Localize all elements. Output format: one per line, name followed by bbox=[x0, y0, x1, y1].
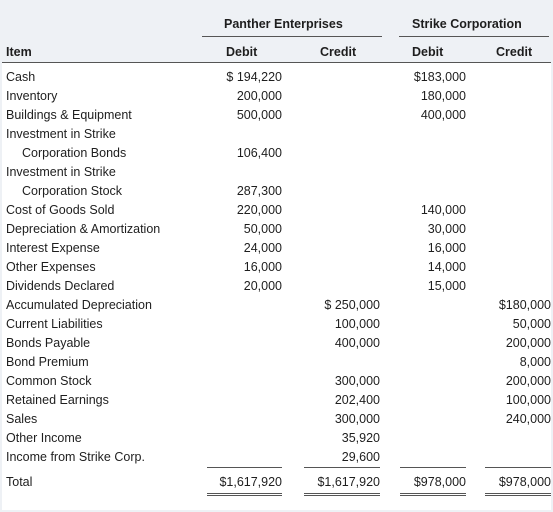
cell-panther-debit: 220,000 bbox=[236, 203, 282, 217]
cell-panther-credit: 300,000 bbox=[334, 412, 380, 426]
row-label: Other Income bbox=[6, 431, 82, 445]
total-panther-credit: $1,617,920 bbox=[317, 475, 380, 489]
row-label: Income from Strike Corp. bbox=[6, 450, 145, 464]
cell-panther-debit: 106,400 bbox=[236, 146, 282, 160]
total-label: Total bbox=[6, 475, 33, 489]
cell-panther-credit: $ 250,000 bbox=[324, 298, 380, 312]
cell-panther-debit: 200,000 bbox=[236, 89, 282, 103]
cell-panther-debit: 24,000 bbox=[243, 241, 282, 255]
cell-panther-credit: 29,600 bbox=[341, 450, 380, 464]
row-label: Common Stock bbox=[6, 374, 92, 388]
total-double-rule-strike-debit bbox=[400, 493, 466, 496]
row-label: Investment in Strike bbox=[6, 127, 116, 141]
row-label: Current Liabilities bbox=[6, 317, 103, 331]
company1-header-rule bbox=[202, 36, 382, 37]
header-bottom-rule bbox=[2, 62, 551, 63]
row-label: Interest Expense bbox=[6, 241, 100, 255]
cell-strike-debit: 140,000 bbox=[420, 203, 466, 217]
total-rule-strike-debit bbox=[400, 467, 466, 468]
total-double-rule-panther-credit bbox=[304, 493, 380, 496]
cell-strike-debit: 16,000 bbox=[427, 241, 466, 255]
cell-strike-debit: 400,000 bbox=[420, 108, 466, 122]
row-label: Investment in Strike bbox=[6, 165, 116, 179]
row-label: Cash bbox=[6, 70, 36, 84]
header-band bbox=[2, 2, 551, 62]
cell-strike-debit: 30,000 bbox=[427, 222, 466, 236]
company2-header: Strike Corporation bbox=[412, 17, 522, 31]
cell-strike-credit: 100,000 bbox=[505, 393, 551, 407]
cell-panther-debit: $ 194,220 bbox=[226, 70, 282, 84]
cell-strike-credit: 200,000 bbox=[505, 374, 551, 388]
cell-panther-credit: 202,400 bbox=[334, 393, 380, 407]
row-label-continued: Corporation Stock bbox=[22, 184, 123, 198]
row-label: Bond Premium bbox=[6, 355, 89, 369]
row-label: Bonds Payable bbox=[6, 336, 91, 350]
panther-credit-header: Credit bbox=[320, 45, 357, 59]
row-label: Inventory bbox=[6, 89, 58, 103]
row-label: Buildings & Equipment bbox=[6, 108, 132, 122]
cell-strike-credit: 8,000 bbox=[519, 355, 551, 369]
cell-panther-credit: 400,000 bbox=[334, 336, 380, 350]
cell-panther-debit: 50,000 bbox=[243, 222, 282, 236]
total-double-rule-strike-credit bbox=[485, 493, 551, 496]
strike-credit-header: Credit bbox=[496, 45, 533, 59]
cell-panther-debit: 500,000 bbox=[236, 108, 282, 122]
total-strike-credit: $978,000 bbox=[498, 475, 551, 489]
total-rule-panther-credit bbox=[304, 467, 380, 468]
total-double-rule-panther-debit bbox=[207, 493, 282, 496]
cell-panther-credit: 35,920 bbox=[341, 431, 380, 445]
cell-panther-debit: 16,000 bbox=[243, 260, 282, 274]
total-panther-debit: $1,617,920 bbox=[219, 475, 282, 489]
row-label: Other Expenses bbox=[6, 260, 96, 274]
row-label: Accumulated Depreciation bbox=[6, 298, 152, 312]
row-label: Retained Earnings bbox=[6, 393, 109, 407]
cell-strike-credit: 50,000 bbox=[512, 317, 551, 331]
item-header: Item bbox=[6, 45, 32, 59]
cell-panther-credit: 100,000 bbox=[334, 317, 380, 331]
total-rule-strike-credit bbox=[485, 467, 551, 468]
company2-header-rule bbox=[399, 36, 549, 37]
total-rule-panther-debit bbox=[207, 467, 282, 468]
row-label: Dividends Declared bbox=[6, 279, 115, 293]
cell-panther-credit: 300,000 bbox=[334, 374, 380, 388]
strike-debit-header: Debit bbox=[412, 45, 444, 59]
cell-strike-credit: 200,000 bbox=[505, 336, 551, 350]
cell-panther-debit: 287,300 bbox=[236, 184, 282, 198]
total-strike-debit: $978,000 bbox=[413, 475, 466, 489]
row-label: Sales bbox=[6, 412, 38, 426]
cell-strike-debit: 180,000 bbox=[420, 89, 466, 103]
trial-balance-table bbox=[2, 2, 551, 510]
row-label: Cost of Goods Sold bbox=[6, 203, 115, 217]
cell-strike-credit: 240,000 bbox=[505, 412, 551, 426]
cell-panther-debit: 20,000 bbox=[243, 279, 282, 293]
cell-strike-debit: 14,000 bbox=[427, 260, 466, 274]
company1-header: Panther Enterprises bbox=[224, 17, 343, 31]
cell-strike-debit: $183,000 bbox=[413, 70, 466, 84]
cell-strike-credit: $180,000 bbox=[498, 298, 551, 312]
row-label: Depreciation & Amortization bbox=[6, 222, 161, 236]
cell-strike-debit: 15,000 bbox=[427, 279, 466, 293]
panther-debit-header: Debit bbox=[226, 45, 258, 59]
row-label-continued: Corporation Bonds bbox=[22, 146, 127, 160]
